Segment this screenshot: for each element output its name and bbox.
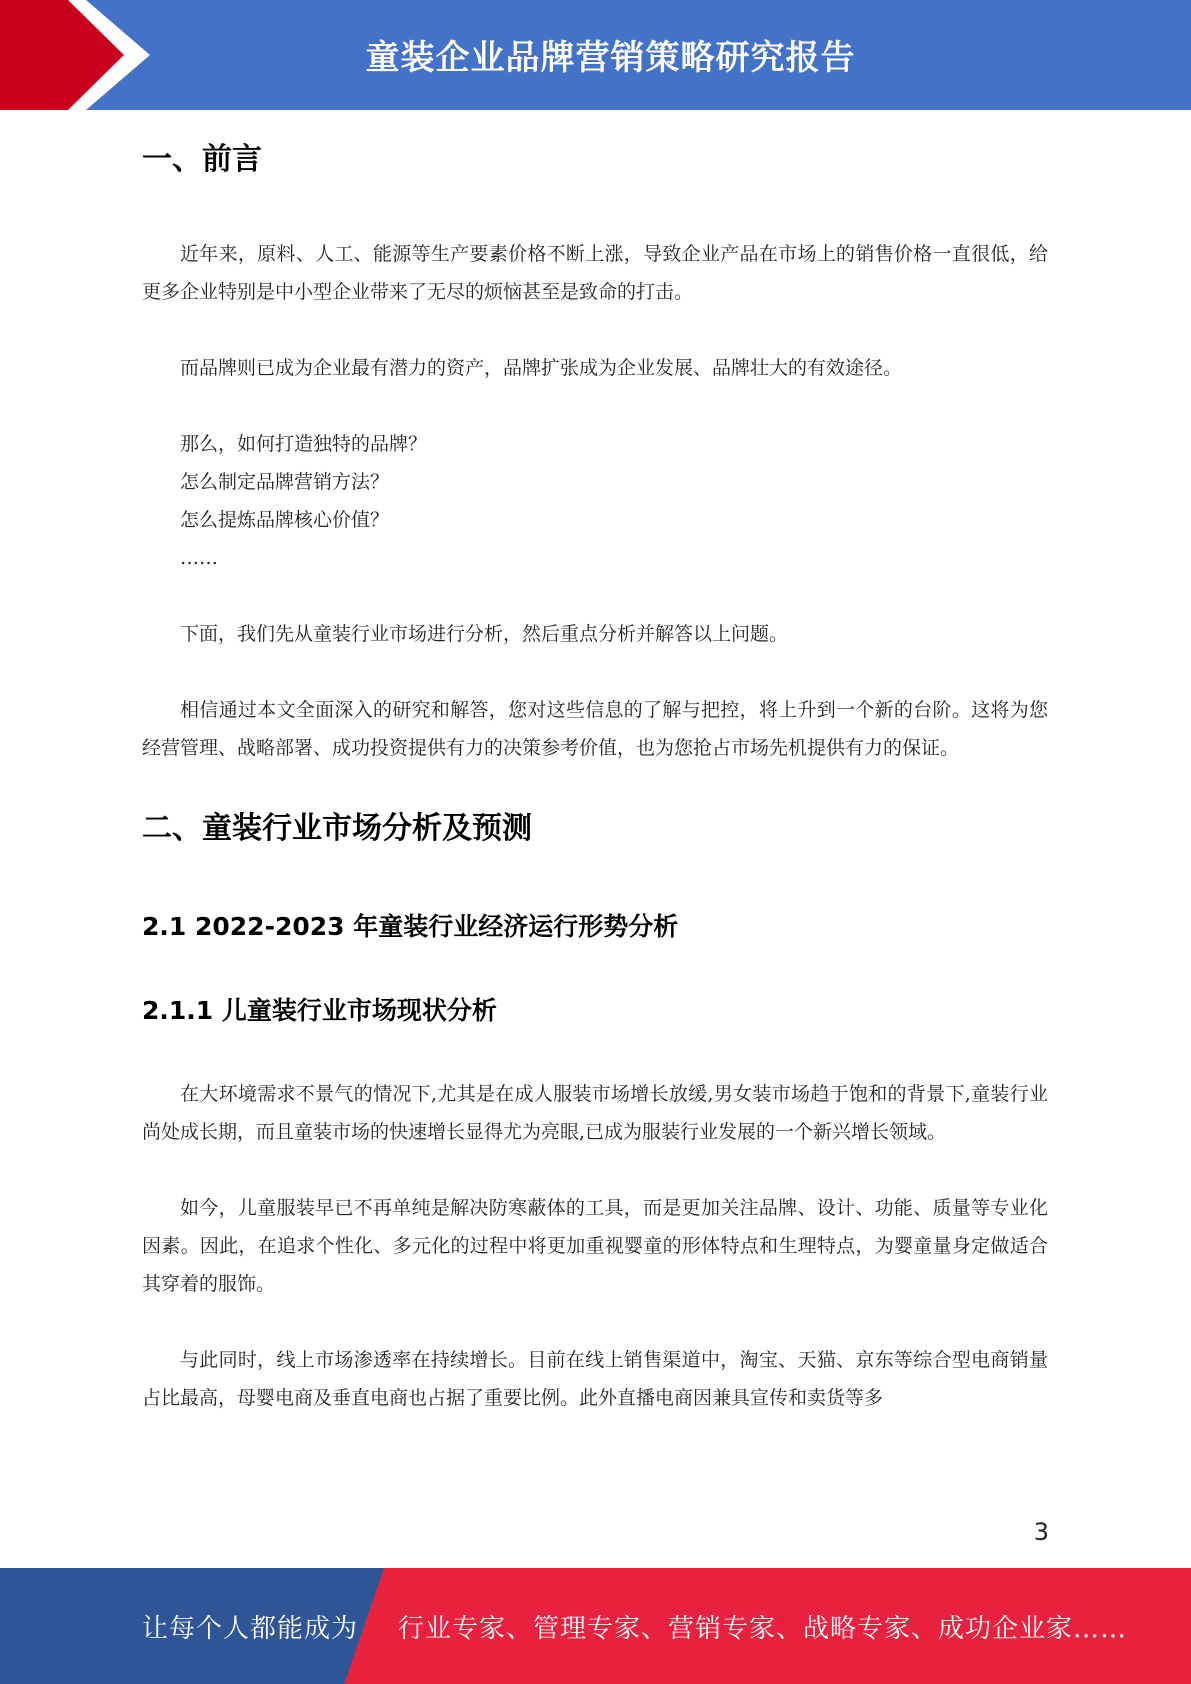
section-2-1-1-heading: 2.1.1 儿童装行业市场现状分析	[142, 996, 497, 1025]
question-line: 怎么制定品牌营销方法？	[180, 471, 390, 493]
preface-paragraph-2: 而品牌则已成为企业最有潜力的资产，品牌扩张成为企业发展、品牌壮大的有效途径。	[180, 357, 903, 379]
preface-paragraph-3: 下面，我们先从童装行业市场进行分析，然后重点分析并解答以上问题。	[180, 623, 789, 645]
section-2-1-heading: 2.1 2022-2023 年童装行业经济运行形势分析	[142, 912, 679, 941]
question-list	[142, 425, 1048, 577]
preface-heading: 一、前言	[142, 142, 262, 177]
footer-slogan-left: 让每个人都能成为	[142, 1614, 359, 1644]
section-2-heading: 二、童装行业市场分析及预测	[142, 811, 532, 846]
page-number: 3	[1033, 1518, 1049, 1546]
question-ellipsis: ……	[180, 547, 218, 569]
section-2-1-1-paragraph-1: 在大环境需求不景气的情况下,尤其是在成人服装市场增长放缓,男女装市场趋于饱和的背景下,童装行业尚处成长期，而且童装市场的快速增长显得尤为亮眼,已成为服装行业发展的一个新兴增长领域。	[142, 1083, 1048, 1143]
footer-slogan-right: 行业专家、管理专家、营销专家、战略专家、成功企业家……	[398, 1614, 1128, 1644]
question-line: 怎么提炼品牌核心价值？	[180, 509, 390, 531]
preface-paragraph-4: 相信通过本文全面深入的研究和解答，您对这些信息的了解与把控，将上升到一个新的台阶。这将为您经营管理、战略部署、成功投资提供有力的决策参考价值，也为您抢占市场先机提供有力的保证。	[142, 699, 1048, 759]
document-body	[142, 140, 1048, 1417]
section-2-1-1-paragraph-2: 如今，儿童服装早已不再单纯是解决防寒蔽体的工具，而是更加关注品牌、设计、功能、质量等专业化因素。因此，在追求个性化、多元化的过程中将更加重视婴童的形体特点和生理特点，为婴童量身定做适合其穿着的服饰。	[142, 1197, 1048, 1295]
header-banner	[0, 0, 1191, 110]
question-line: 那么，如何打造独特的品牌？	[180, 433, 428, 455]
footer-banner	[0, 1568, 1191, 1684]
section-2-1-1-paragraph-3: 与此同时，线上市场渗透率在持续增长。目前在线上销售渠道中，淘宝、天猫、京东等综合型电商销量占比最高，母婴电商及垂直电商也占据了重要比例。此外直播电商因兼具宣传和卖货等多	[142, 1349, 1048, 1409]
preface-paragraph-1: 近年来，原料、人工、能源等生产要素价格不断上涨，导致企业产品在市场上的销售价格一直很低，给更多企业特别是中小型企业带来了无尽的烦恼甚至是致命的打击。	[142, 243, 1048, 303]
report-title: 童装企业品牌营销策略研究报告	[365, 38, 856, 78]
